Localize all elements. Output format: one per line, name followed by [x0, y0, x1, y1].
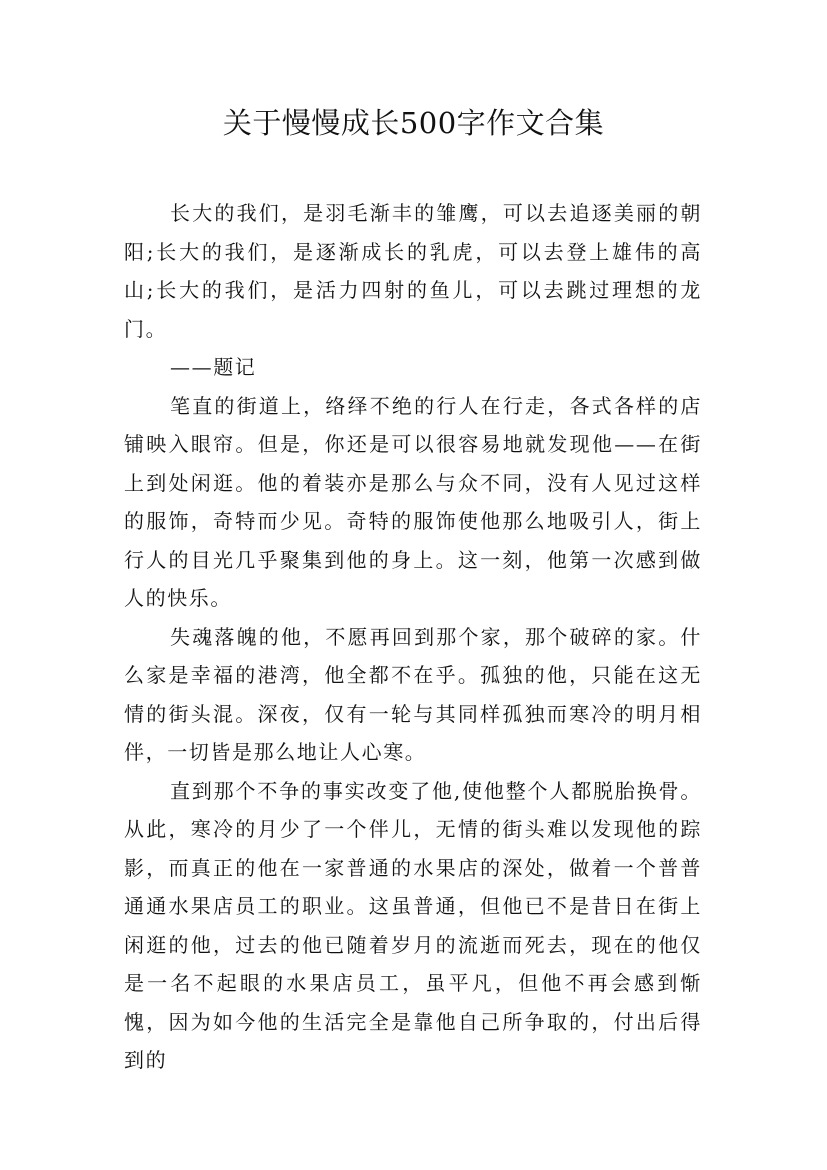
paragraph-inscription: ——题记	[170, 355, 257, 379]
paragraph-lonely: 失魂落魄的他，不愿再回到那个家，那个破碎的家。什么家是幸福的港湾，他全都不在乎。孤独的他，只能在这无情的街头混。深夜，仅有一轮与其同样孤独而寒冷的明月相伴，一切皆是那么地让人心寒。	[124, 624, 702, 764]
paragraph-intro: 长大的我们，是羽毛渐丰的雏鹰，可以去追逐美丽的朝阳;长大的我们，是逐渐成长的乳虎，可以去登上雄伟的高山;长大的我们，是活力四射的鱼儿，可以去跳过理想的龙门。	[124, 201, 702, 341]
document-title: 关于慢慢成长500字作文合集	[222, 106, 605, 140]
paragraph-change: 直到那个不争的事实改变了他,使他整个人都脱胎换骨。从此，寒冷的月少了一个伴儿，无情的街头难以发现他的踪影，而真正的他在一家普通的水果店的深处，做着一个普普通通水果店员工的职业。这虽普通，但他已不是昔日在街上闲逛的他，过去的他已随着岁月的流逝而死去，现在的他仅是一名不起眼的水果店员工，虽平凡，但他不再会感到惭愧，因为如今他的生活完全是靠他自己所争取的，付出后得到的	[124, 778, 702, 1072]
document-body	[124, 194, 702, 1080]
paragraph-street: 笔直的街道上，络绎不绝的行人在行走，各式各样的店铺映入眼帘。但是，你还是可以很容易地就发现他——在街上到处闲逛。他的着装亦是那么与众不同，没有人见过这样的服饰，奇特而少见。奇特的服饰使他那么地吸引人，街上行人的目光几乎聚集到他的身上。这一刻，他第一次感到做人的快乐。	[124, 393, 702, 610]
